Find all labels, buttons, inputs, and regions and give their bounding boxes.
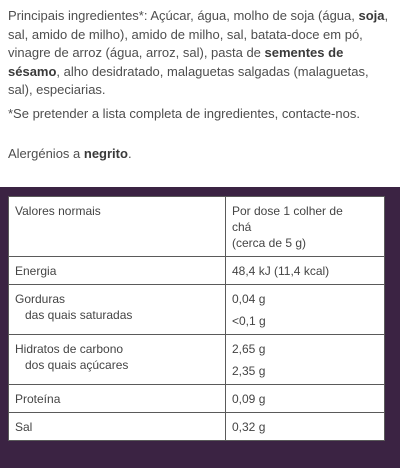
row-value-cell (226, 335, 385, 385)
ingredients-allergen-sesame: sementes de sésamo (8, 45, 344, 79)
row-sublabel: das quais saturadas (25, 308, 133, 322)
row-label: Hidratos de carbono (15, 342, 124, 356)
ingredients-segment: Principais ingredientes*: Açúcar, água, molho de soja (água, (8, 8, 359, 23)
row-subvalue: 2,35 g (232, 364, 266, 378)
header-label: Valores normais (15, 204, 101, 218)
header-value-line: (cerca de 5 g) (232, 236, 307, 250)
row-label: Gorduras (15, 292, 66, 306)
ingredients-segment: , sal, amido de milho), amido de milho, sal, batata-doce em pó, vinagre de arroz (água, arroz, sal), pasta de (8, 8, 389, 60)
row-label: Sal (15, 420, 33, 434)
allergens-bold-word: negrito (83, 146, 128, 161)
row-label-cell (9, 257, 226, 285)
row-value-cell (226, 413, 385, 441)
row-label: Energia (15, 264, 57, 278)
header-value-line: chá (232, 220, 252, 234)
row-value: 2,65 g (232, 342, 266, 356)
ingredients-text (8, 7, 396, 100)
row-label-cell (9, 385, 226, 413)
allergens-note (8, 145, 132, 163)
row-value: 0,04 g (232, 292, 266, 306)
nutrition-table (8, 196, 385, 441)
row-sublabel: dos quais açúcares (25, 358, 129, 372)
row-value-cell (226, 385, 385, 413)
row-subvalue: <0,1 g (232, 314, 266, 328)
row-label-cell (9, 413, 226, 441)
nutrition-row-energy (9, 257, 385, 285)
nutrition-header-row (9, 197, 385, 257)
header-value-cell (226, 197, 385, 257)
nutrition-row-carbs (9, 335, 385, 385)
header-label-cell (9, 197, 226, 257)
header-value-line: Por dose 1 colher de (232, 204, 343, 218)
nutrition-row-salt (9, 413, 385, 441)
row-value: 48,4 kJ (11,4 kcal) (232, 264, 330, 278)
ingredients-segment: , alho desidratado, malaguetas salgadas (malaguetas, sal), especiarias. (8, 63, 369, 97)
ingredients-note: *Se pretender a lista completa de ingredientes, contacte-nos. (8, 106, 360, 121)
nutrition-panel (0, 187, 400, 468)
nutrition-row-fat (9, 285, 385, 335)
row-value: 0,32 g (232, 420, 266, 434)
row-value-cell (226, 257, 385, 285)
ingredients-allergen-soy: soja (358, 8, 385, 23)
allergens-prefix: Alergénios a (8, 146, 84, 161)
row-label-cell (9, 335, 226, 385)
row-label: Proteína (15, 392, 61, 406)
row-value-cell (226, 285, 385, 335)
row-value: 0,09 g (232, 392, 266, 406)
allergens-suffix: . (127, 146, 132, 161)
row-label-cell (9, 285, 226, 335)
nutrition-row-protein (9, 385, 385, 413)
